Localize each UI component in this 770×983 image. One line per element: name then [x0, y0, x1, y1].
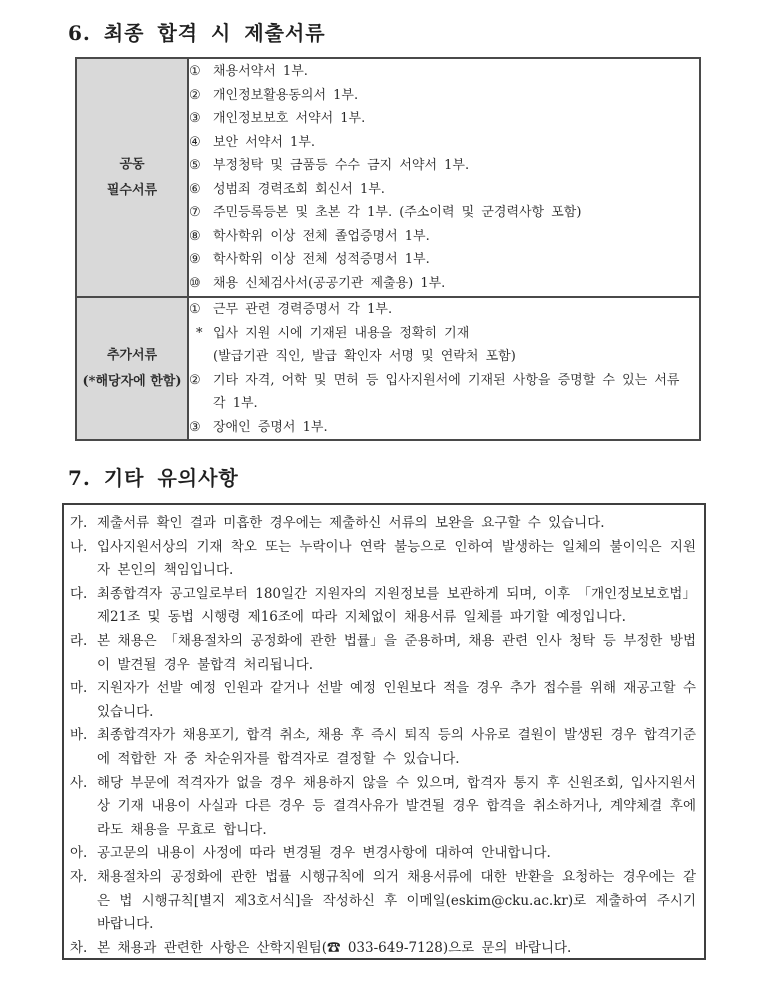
note-label: 다. [70, 585, 88, 602]
note-label: 차. [70, 939, 88, 956]
row-header-additional-documents [76, 297, 188, 440]
note-label: 나. [70, 538, 88, 555]
row-header-line: (*해당자에 한함) [82, 373, 182, 389]
note-label: 가. [70, 515, 88, 531]
note-item [70, 724, 696, 771]
table-row-additional-documents [76, 297, 700, 440]
list-item [189, 131, 699, 155]
note-item [70, 630, 696, 677]
item-text: 장애인 증명서 1부. [213, 419, 328, 435]
list-item [189, 107, 699, 131]
note-label: 사. [70, 774, 88, 791]
note-text: 채용절차의 공정화에 관한 법률 시행규칙에 의거 채용서류에 대한 반환을 요청하는 경우에는 같은 법 시행규칙[별지 제3호서식]을 작성하신 후 이메일(eskim@cku.ac.kr)로 제출하여 주시기 바랍니다. [97, 868, 696, 933]
notes-box [62, 503, 706, 960]
item-text: 개인정보보호 서약서 1부. [213, 111, 366, 126]
row-header-line: 공동 [119, 156, 145, 172]
item-text: 주민등록등본 및 초본 각 1부. (주소이력 및 군경력사항 포함) [213, 205, 582, 220]
item-marker: ⑧ [189, 228, 201, 244]
list-item [189, 154, 699, 178]
note-text: 공고문의 내용이 사정에 따라 변경될 경우 변경사항에 대하여 안내합니다. [97, 845, 551, 862]
list-item [189, 84, 699, 108]
item-marker: ⑥ [189, 181, 201, 197]
row-content-additional-documents [188, 297, 700, 440]
note-item [70, 677, 696, 724]
note-text: 최종합격자 공고일로부터 180일간 지원자의 지원정보를 보관하게 되며, 이후 「개인정보보호법」 제21조 및 동법 시행령 제16조에 따라 지체없이 채용서류 일체를 파기할 예정입니다. [97, 585, 696, 626]
row-header-line: 필수서류 [106, 182, 158, 198]
list-item [189, 272, 699, 296]
item-marker: ② [189, 87, 201, 103]
note-text: 본 채용과 관련한 사항은 산학지원팀(☎ 033-649-7128)으로 문의 바랍니다. [97, 939, 572, 956]
list-item [189, 225, 699, 249]
item-marker: ① [189, 64, 201, 79]
list-item [189, 369, 699, 416]
note-label: 마. [70, 680, 88, 697]
note-text: 해당 부문에 적격자가 없을 경우 채용하지 않을 수 있으며, 합격자 통지 후 신원조회, 입사지원서상 기재 내용이 사실과 다른 경우 등 결격사유가 발견될 경우 합격을 취소하거나, 계약체결 후에라도 채용을 무효로 합니다. [97, 774, 696, 838]
item-text: 개인정보활용동의서 1부. [213, 87, 359, 103]
row-content-common-documents [188, 58, 700, 297]
row-header-line: 추가서류 [106, 347, 158, 363]
item-text: 학사학위 이상 전체 성적증명서 1부. [213, 252, 430, 267]
list-item-footnote [189, 322, 699, 346]
item-marker: ① [189, 302, 201, 317]
list-item-footnote-continuation [189, 345, 699, 369]
item-marker: ③ [189, 419, 201, 435]
item-marker: ③ [189, 111, 201, 126]
note-text: 본 채용은 「채용절차의 공정화에 관한 법률」을 준용하며, 채용 관련 인사 청탁 등 부정한 방법이 발견될 경우 불합격 처리됩니다. [97, 632, 696, 673]
note-item [70, 583, 696, 630]
item-marker: ⑨ [189, 252, 201, 267]
row-header-common-documents [76, 58, 188, 297]
item-text: 입사 지원 시에 기재된 내용을 정확히 기재 [213, 325, 470, 341]
note-item [70, 937, 696, 960]
list-item [189, 201, 699, 225]
list-item [189, 416, 699, 440]
note-label: 아. [70, 845, 88, 862]
list-item [189, 60, 699, 84]
note-text: 최종합격자가 채용포기, 합격 취소, 채용 후 즉시 퇴직 등의 사유로 결원이 발생된 경우 합격기준에 적합한 자 중 차순위자를 합격자로 결정할 수 있습니다. [97, 727, 696, 767]
note-label: 라. [70, 632, 88, 649]
note-item [70, 866, 696, 937]
item-text: 기타 자격, 어학 및 면허 등 입사지원서에 기재된 사항을 증명할 수 있는 서류 각 1부. [213, 372, 680, 411]
note-text: 제출서류 확인 결과 미흡한 경우에는 제출하신 서류의 보완을 요구할 수 있습니다. [97, 515, 605, 531]
item-marker: ⑦ [189, 205, 201, 220]
item-text: 성범죄 경력조회 회신서 1부. [213, 181, 385, 197]
item-marker: ⑩ [189, 275, 201, 291]
item-text: (발급기관 직인, 발급 확인자 서명 및 연락처 포함) [213, 349, 516, 364]
item-marker: ④ [189, 134, 201, 150]
item-text: 채용 신체검사서(공공기관 제출용) 1부. [213, 275, 446, 291]
list-item [189, 248, 699, 272]
note-text: 지원자가 선발 예정 인원과 같거나 선발 예정 인원보다 적을 경우 추가 접수를 위해 재공고할 수 있습니다. [97, 680, 696, 720]
required-documents-table [75, 57, 701, 441]
note-text: 입사지원서상의 기재 착오 또는 누락이나 연락 불능으로 인하여 발생하는 일체의 불이익은 지원자 본인의 책임입니다. [97, 538, 696, 579]
list-item [189, 178, 699, 202]
item-marker: * [196, 325, 203, 341]
note-label: 자. [70, 868, 88, 885]
item-text: 근무 관련 경력증명서 각 1부. [213, 302, 393, 317]
note-label: 바. [70, 727, 88, 744]
item-marker: ② [189, 372, 201, 388]
note-item [70, 512, 696, 536]
section7-title: 7. 기타 유의사항 [68, 466, 239, 490]
note-item [70, 772, 696, 843]
item-text: 부정청탁 및 금품등 수수 금지 서약서 1부. [213, 158, 470, 173]
note-item [70, 842, 696, 866]
section6-title: 6. 최종 합격 시 제출서류 [68, 21, 326, 45]
item-marker: ⑤ [189, 158, 201, 173]
item-text: 보안 서약서 1부. [213, 134, 316, 150]
table-row-common-documents [76, 58, 700, 297]
item-text: 학사학위 이상 전체 졸업증명서 1부. [213, 228, 430, 244]
note-item [70, 536, 696, 583]
list-item [189, 298, 699, 322]
item-text: 채용서약서 1부. [213, 64, 308, 79]
